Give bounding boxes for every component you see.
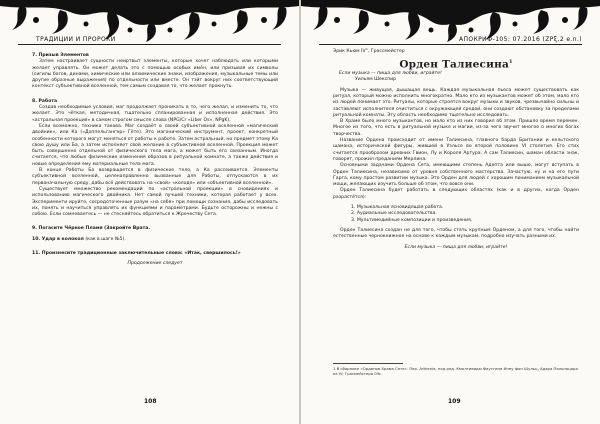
page-number: 108: [144, 398, 157, 405]
step-10-rest: (как в шаге №5).: [83, 236, 126, 242]
paragraph: Затем настраивает сущности неиртвыт элементы, которые хочет наблюдать или которыми желает управлять. Он может делать это с помощью особых имён, или призывая их символы (сигилы богов, динами, химические или алхимические знаки, изображения, музыкальные темы или другие образные выражения) по отдельности или вместе. Он тэйт вокруг них соответствующий контекст субъективной вселенной, тем самым создавая то, что желает прокнуть.: [32, 59, 278, 90]
paragraph: Если возможно, техника такова. Маг создаёт в своей субъективной вселенной «магический двойник», или Ка («Доппельгангер» Гёте). Это магонический инструмент, проект, конкретный особенности которого могут меняться от работы к работе. Затем астральный, но предмет этому Ка свою душу или Ба, а затем исполняет свой желание в субъективной вселенной. Проекция может быть совершенно отдельной от физического тела мага, а может быть его связанным. Иногда считается, что любые физические изменения образов в ритуальной комнате, а также действия и новые определения ему материальные тела мага.: [32, 123, 278, 167]
section-heading: 9. Погасите Чёрное Пламя (Закройте Врата.: [32, 226, 151, 232]
page-number: 109: [448, 398, 461, 405]
paragraph: Название Ордена происходит от имени Талиесина, главного барда Британии и кельтского шамана, исторической фигуры, жившей в Уэльсе во второй половине VI столетия. Его стих считается прообразом древних Гвион, Лу и Короля Артура. А сам Талиесин, шаман области знак, говорят, прожил преданиям Мерлина.: [333, 138, 579, 162]
paragraph: Музыка — живущая, дышащая вещь. Каждая музыкальная пьеса может существовать как ритуал, который можно исполнить многократно. Мало кто из музыкантов может об этом, мало кто из людей понимает это. Ритуалы, которые строятся вокруг музыки и звуков, чрезвычайно сильны и заставляют исполнителя очиститься с окружающей средой, они создают обстановку за пределами ритуальной комнаты. Эту область необходимо тщательно исследовать.: [333, 87, 579, 118]
section-heading: 8. Работа: [32, 98, 58, 104]
continued-note: Продолжение следует: [127, 261, 183, 267]
article-title-text: Орден Талиесина: [399, 58, 509, 71]
paragraph: Орден Талиесина создан не для того, чтобы стать крупным Орденом, а для того, чтобы найти естественные чернокнижное на основе к каждым музыкам, подробно изучать разными их.: [333, 227, 579, 240]
paragraph: Основными задачами Ордена Сета, имеющими степень Адепта или выше, могут вступать в Орден Талиесина, независимо от уровня собственного мастерства. Зачастую, ну и на его пути Гарга, кому простом развитии музыка. Это Орден для людей с хорошим пониманием музыкальной мощи, желающих изучить больше об этом, что вовсе они.: [333, 163, 579, 188]
article-title: [333, 58, 579, 71]
header-rule: [319, 44, 582, 45]
footnote: 1 В сборнике «Орденов Храма Сета». Пер. Arthenia, под ред. Кмолтивиды Фаустина Инну фон Шульц, Адара Пальнацора из IV; Грасмейстера 09с.: [333, 366, 578, 376]
left-text-body: [32, 49, 278, 268]
epigraph: Если музыка — пища для любви, играйте!: [339, 71, 442, 77]
footnote-rule: [333, 363, 403, 364]
article-author: Эрик Кьюм IV°, Грассмейстер: [333, 49, 405, 54]
section-heading: 7. Призыв Элементов: [32, 53, 89, 58]
footnote-ref: 1: [508, 59, 513, 66]
paragraph: В Храме было много музыкантов, но мало кто из них говорил об этом. Пришло время перемен. Многое из того, что есть в ритуальной музыке и магии, из-за чего звучит многое о многих богах творчества.: [333, 119, 579, 137]
epigraph-author: Уильям Шекспир: [355, 77, 397, 83]
right-text-body: [333, 49, 579, 251]
list-item: 1. Музыкальная ясновидящая работа.: [351, 205, 444, 211]
paragraph: Существует множество рекомендаций по «астральной проекции» в сновидениях и использованию магического двойника. Нет самой лучшей техники, которая работает у всех. Эксперименти ируйте, сосредоточенные разум «на себя» при помощи сознания, дабы исследовать их, понять и научиться управлять их функциями и параметрами. Будьте осторожны и нежны с собою. Если сомневаетесь — не стесняйтесь обратиться к Жречеству Сета.: [32, 186, 278, 218]
closing-quote: Если музыка — пища для любви, играйте!: [404, 244, 508, 250]
right-page: [301, 0, 600, 424]
header-rule: [18, 44, 281, 45]
running-header: АПОКРИФ-105: 07.2016 (ΖΡξ,2 e.n.): [458, 36, 582, 43]
running-header: ТРАДИЦИИ И ПРОРОКИ: [36, 36, 116, 43]
left-page: [0, 0, 299, 424]
paragraph: В конце Работы Ба возвращается в физическое тело, а Ка рассеивается. Элементы субъективной вселенной, целенаправленно вызванные для Работы, отпускаются в их первоначальную среду, дабы всё действовать на «свой» «колоде» или «объективной вселенной».: [32, 168, 278, 186]
paragraph: Орден Талиесина будет работать в следующих областях (как и в других, когда Орден разрастётся):: [333, 188, 579, 200]
list-item: 2. Аудиальные исследовательства.: [351, 211, 437, 217]
paragraph: Создав необходимые условия, маг продолжает проникать в то, чего желал, и изменить то, что желает. Это чёткая, методичная, тщательно спланированная и исполненная действия. Это «астральная проекция» в самом строгом смысле слова (NPG/Cr «Liber Os», NPgK).: [32, 105, 278, 123]
step-10-bold: 10. Удар в колокол: [32, 236, 84, 242]
list-item: 3. Мультимедийные композиции и произведения.: [351, 217, 473, 223]
section-heading: 11. Произнесите традиционные заключительные слова: «Итак, свершилось!»: [32, 251, 241, 257]
